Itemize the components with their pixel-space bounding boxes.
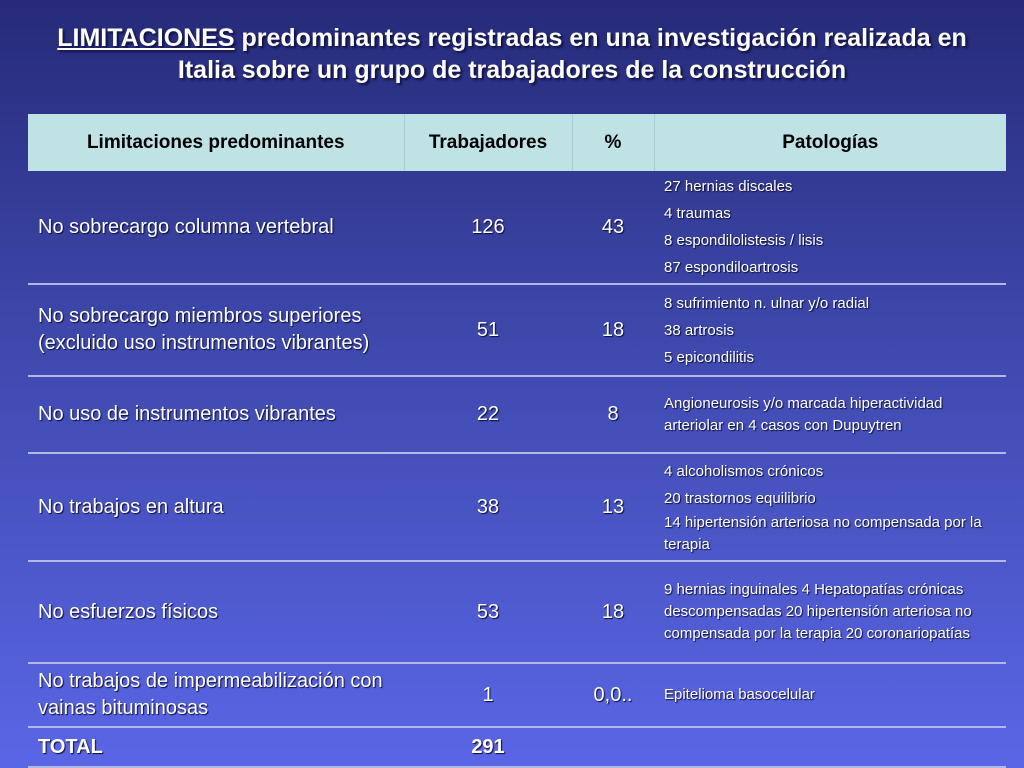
header-percent: % [572, 114, 654, 171]
row-limitation: No sobrecargo miembros superiores (excluido uso instrumentos vibrantes) [28, 284, 404, 376]
title-line-1 [0, 22, 1024, 54]
pathology-item: 87 espondiloartrosis [664, 259, 799, 276]
header-workers: Trabajadores [404, 114, 572, 171]
row-limitation: No uso de instrumentos vibrantes [28, 376, 404, 453]
pathology-item: 9 hernias inguinales 4 Hepatopatías crónicas descompensadas 20 hipertensión arteriosa no compensada por la terapia 20 coronariopatías [664, 581, 972, 642]
row-pathologies [654, 284, 1006, 376]
row-percent: 13 [572, 453, 654, 561]
row-workers: 51 [404, 284, 572, 376]
row-workers: 126 [404, 171, 572, 284]
total-percent [572, 727, 654, 767]
row-percent: 18 [572, 284, 654, 376]
pathology-item: 20 trastornos equilibrio [664, 490, 816, 507]
header-pathologies: Patologías [654, 114, 1006, 171]
title-line-2: Italia sobre un grupo de trabajadores de la construcción [177, 56, 847, 84]
header-limitations: Limitaciones predominantes [28, 114, 404, 171]
pathology-item: Epitelioma basocelular [664, 686, 815, 703]
table-header-row [28, 114, 1006, 171]
table-row [28, 663, 1006, 727]
table-row [28, 376, 1006, 453]
pathology-item: 14 hipertensión arteriosa no compensada por la terapia [664, 514, 982, 553]
row-pathologies [654, 453, 1006, 561]
row-percent: 0,0.. [572, 663, 654, 727]
pathology-item: 4 traumas [664, 205, 731, 222]
slide-title [0, 22, 1024, 86]
row-percent: 18 [572, 561, 654, 663]
table-row [28, 284, 1006, 376]
pathology-item: Angioneurosis y/o marcada hiperactividad arteriolar en 4 casos con Dupuytren [664, 394, 943, 434]
row-limitation: No sobrecargo columna vertebral [28, 171, 404, 284]
table-row [28, 171, 1006, 284]
row-workers: 22 [404, 376, 572, 453]
pathology-item: 8 espondilolistesis / lisis [664, 232, 824, 249]
row-workers: 38 [404, 453, 572, 561]
pathology-item: 27 hernias discales [664, 178, 793, 195]
total-workers: 291 [404, 727, 572, 767]
pathology-item: 38 artrosis [664, 321, 735, 339]
total-pathologies [654, 727, 1006, 767]
pathology-item: 8 sufrimiento n. ulnar y/o radial [664, 294, 870, 312]
total-row [28, 727, 1006, 767]
pathology-item: 4 alcoholismos crónicos [664, 463, 824, 480]
row-percent: 43 [572, 171, 654, 284]
pathology-item: 5 epicondilitis [664, 348, 755, 366]
row-limitation: No esfuerzos físicos [28, 561, 404, 663]
row-pathologies [654, 376, 1006, 453]
title-emphasis: LIMITACIONES [57, 24, 235, 52]
row-pathologies [654, 663, 1006, 727]
table-row [28, 561, 1006, 663]
title-line-1-rest: predominantes registradas en una investigación realizada en [234, 24, 967, 52]
row-limitation: No trabajos de impermeabilización con vainas bituminosas [28, 663, 404, 727]
total-label: TOTAL [28, 727, 404, 767]
table-row [28, 453, 1006, 561]
row-percent: 8 [572, 376, 654, 453]
row-workers: 53 [404, 561, 572, 663]
row-workers: 1 [404, 663, 572, 727]
row-limitation: No trabajos en altura [28, 453, 404, 561]
row-pathologies [654, 561, 1006, 663]
limitations-table [28, 114, 1006, 768]
row-pathologies [654, 171, 1006, 284]
